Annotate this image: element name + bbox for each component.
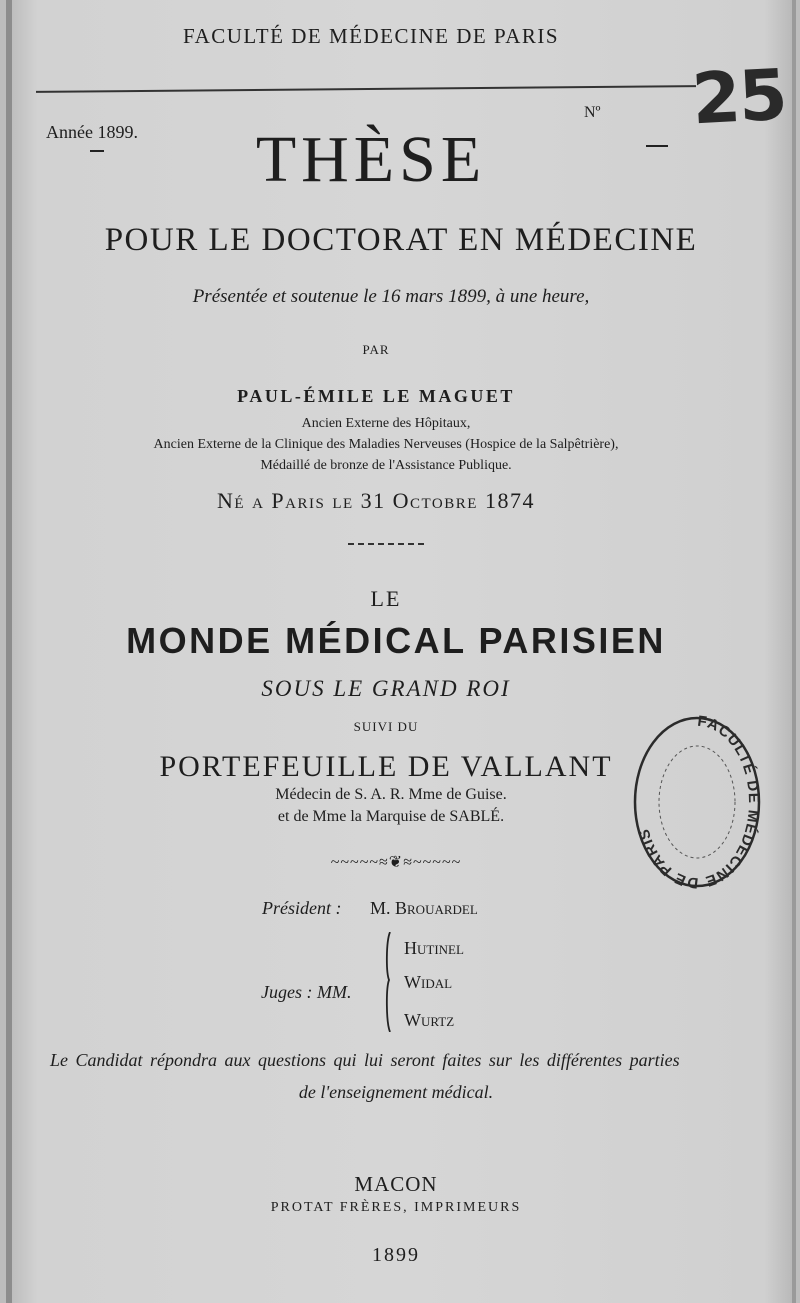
jury-brace bbox=[384, 932, 392, 1032]
work-article: LE bbox=[370, 586, 402, 611]
work-title: MONDE MÉDICAL PARISIEN bbox=[126, 620, 666, 661]
library-stamp bbox=[630, 712, 764, 892]
suivi-label: SUIVI DU bbox=[353, 719, 419, 734]
faculty-heading: FACULTÉ DE MÉDECINE DE PARIS bbox=[182, 24, 560, 48]
judge-name: Wurtz bbox=[404, 1010, 455, 1030]
president-label: Président : bbox=[262, 898, 342, 918]
medecin-line: et de Mme la Marquise de SABLÉ. bbox=[277, 808, 505, 825]
doctorate-line: POUR LE DOCTORAT EN MÉDECINE bbox=[104, 222, 698, 258]
candidate-note: Le Candidat répondra aux questions qui lui seront faites sur les différentes parties bbox=[50, 1050, 680, 1070]
header-rule bbox=[36, 85, 696, 93]
year-label: Année 1899. bbox=[46, 122, 138, 142]
svg-text:FACULTÉ DE MÉDECINE DE PARIS: FACULTÉ DE MÉDECINE DE PARIS bbox=[635, 712, 763, 892]
author-credential: Médaillé de bronze de l'Assistance Publique. bbox=[260, 458, 512, 473]
author-birth: Né a Paris le 31 Octobre 1874 bbox=[217, 488, 535, 513]
candidate-note: de l'enseignement médical. bbox=[298, 1082, 494, 1102]
work-subtitle: SOUS LE GRAND ROI bbox=[261, 676, 511, 701]
judges-label: Juges : MM. bbox=[261, 982, 352, 1002]
document-page bbox=[6, 0, 796, 1303]
par-label: PAR bbox=[362, 342, 390, 357]
number-label: Nº bbox=[584, 104, 601, 121]
president-name: M. Brouardel bbox=[370, 898, 478, 918]
defense-date-line: Présentée et soutenue le 16 mars 1899, à une heure, bbox=[192, 286, 590, 307]
imprint-printer: PROTAT FRÈRES, IMPRIMEURS bbox=[270, 1200, 522, 1215]
judge-name: Widal bbox=[404, 972, 453, 992]
imprint-city: MACON bbox=[354, 1172, 438, 1196]
ornament-divider bbox=[348, 543, 424, 549]
author-credential: Ancien Externe de la Clinique des Maladies Nerveuses (Hospice de la Salpêtrière), bbox=[153, 437, 619, 452]
author-name: PAUL-ÉMILE LE MAGUET bbox=[237, 386, 515, 406]
thesis-number: 25 bbox=[689, 53, 788, 141]
judge-name: Hutinel bbox=[404, 938, 464, 958]
author-credential: Ancien Externe des Hôpitaux, bbox=[301, 416, 471, 431]
thesis-title: THÈSE bbox=[255, 123, 487, 196]
imprint-year: 1899 bbox=[372, 1244, 420, 1266]
page-edge-right bbox=[792, 0, 796, 1303]
medecin-line: Médecin de S. A. R. Mme de Guise. bbox=[275, 786, 507, 803]
portefeuille-title: PORTEFEUILLE DE VALLANT bbox=[159, 750, 613, 783]
ornament-flourish: ~~~~~≈❦≈~~~~~ bbox=[330, 854, 462, 871]
